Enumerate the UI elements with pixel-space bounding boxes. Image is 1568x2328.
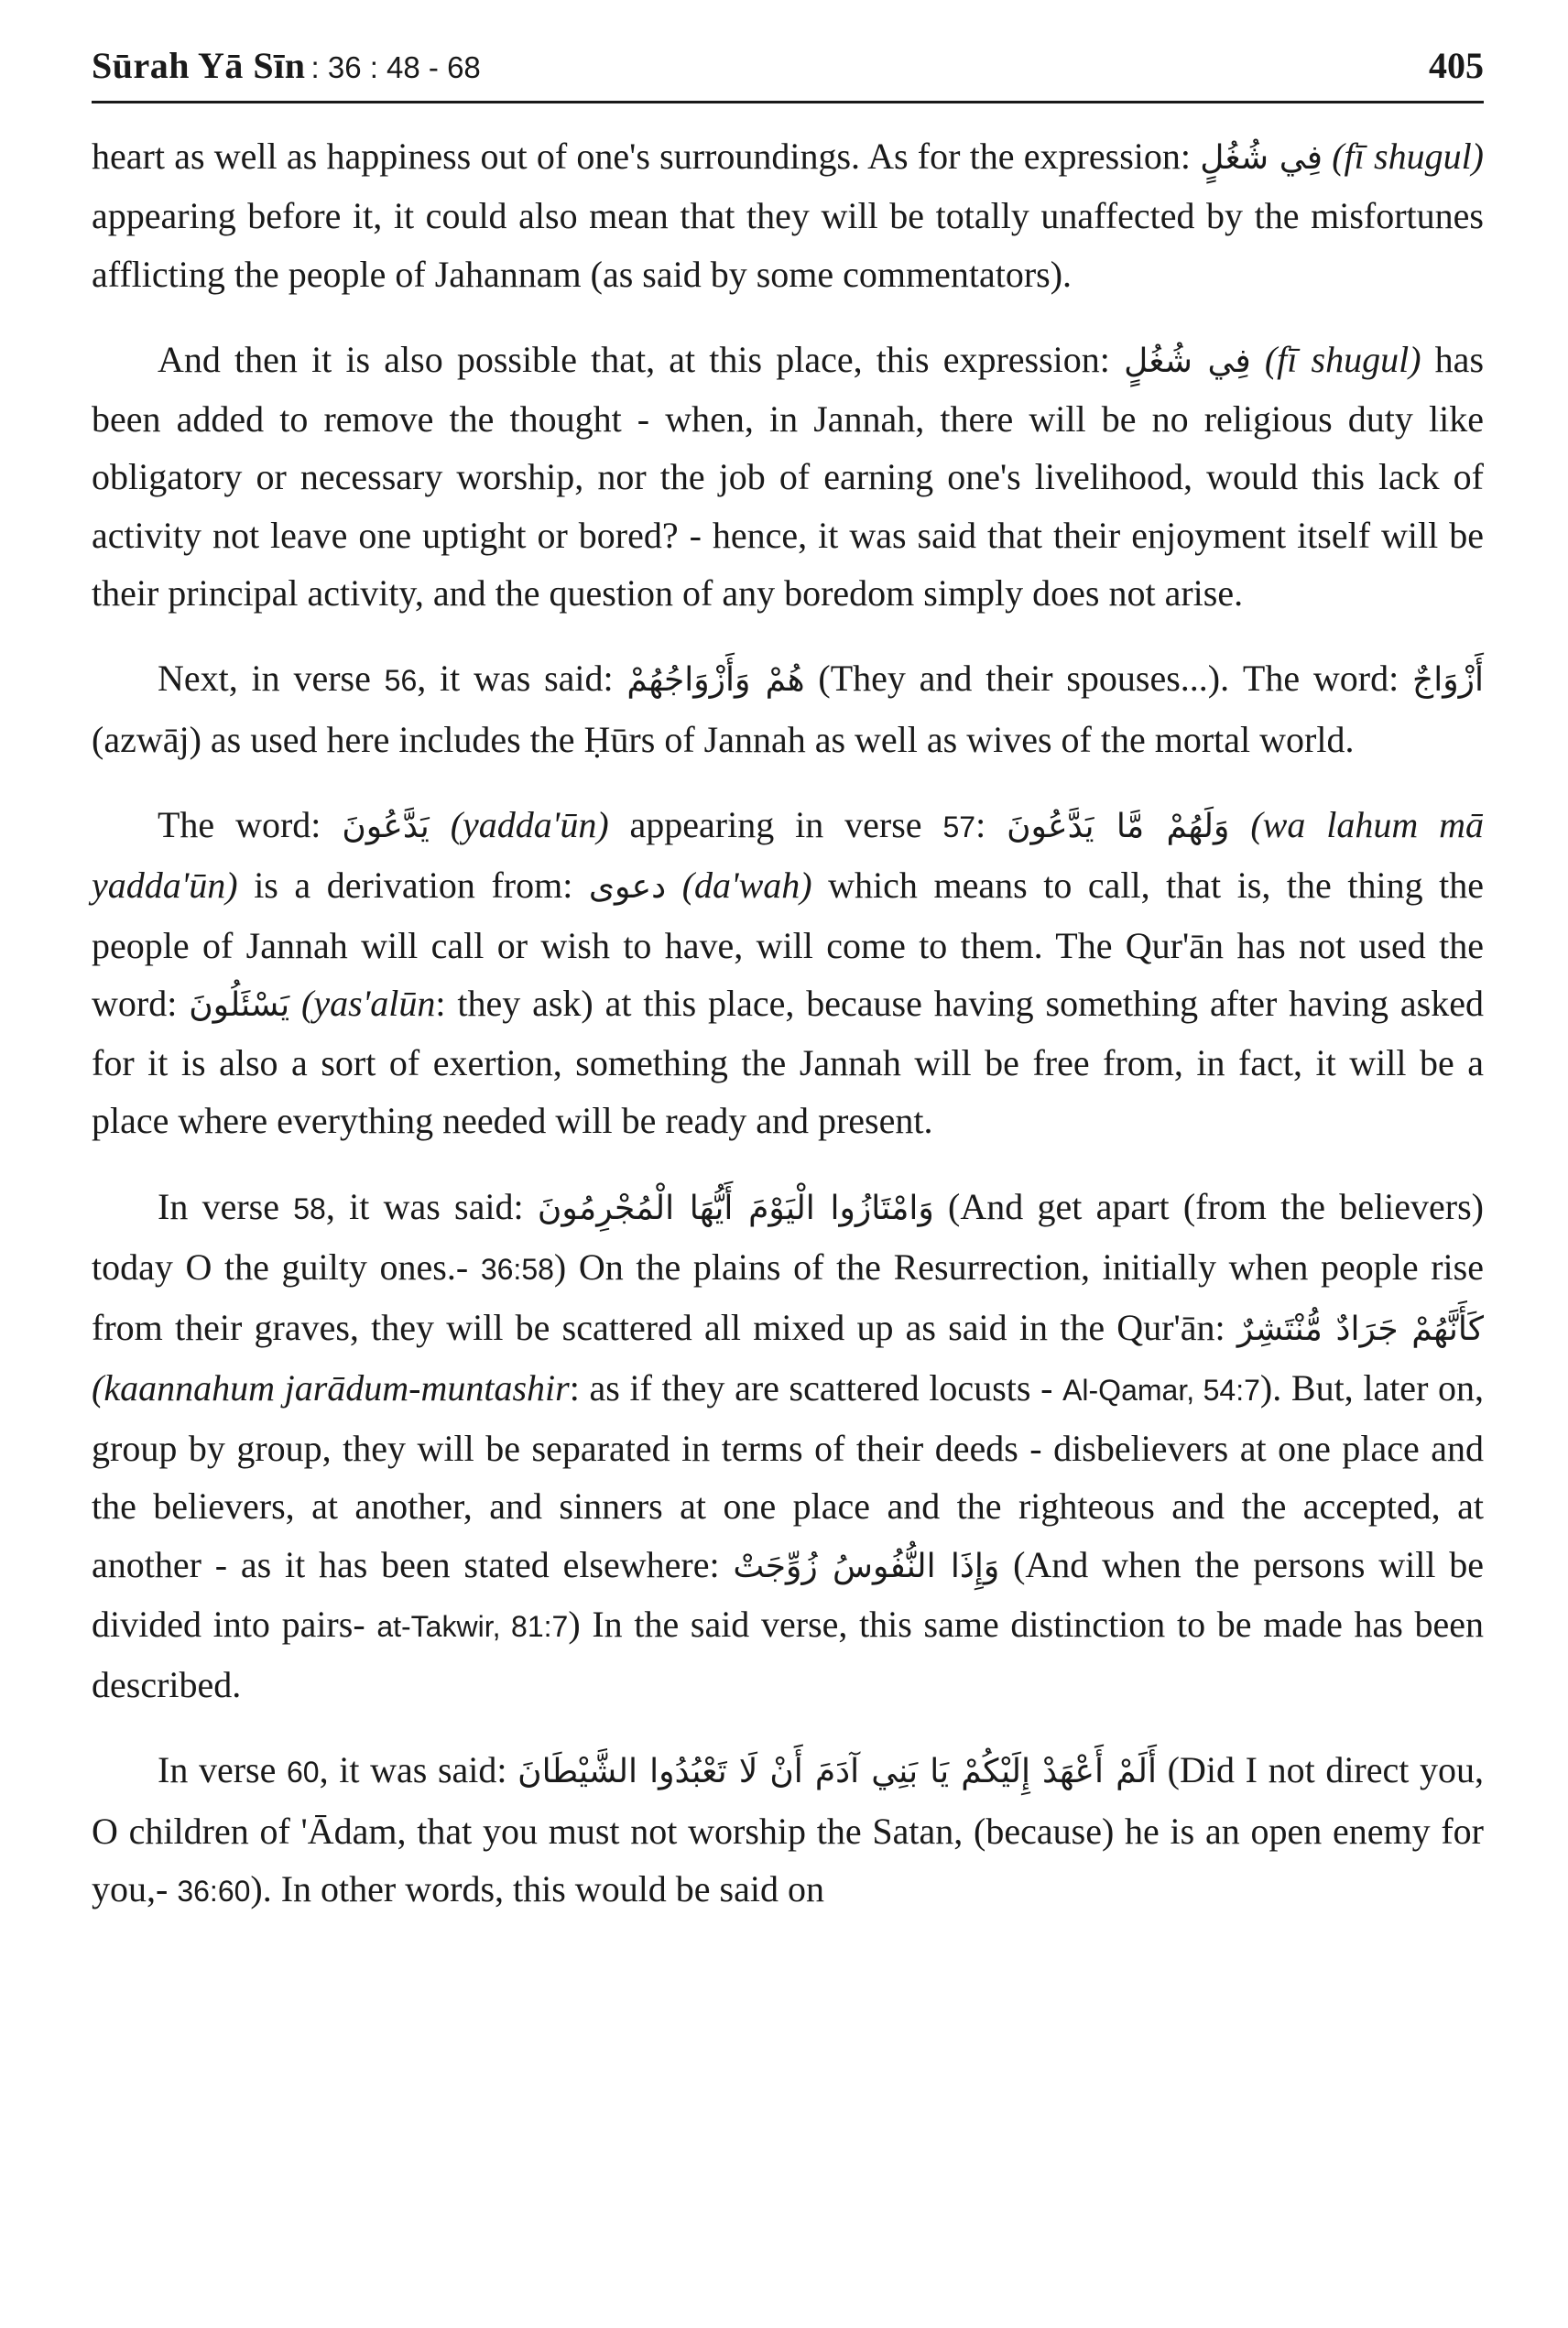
reference-number: 56 — [384, 664, 418, 698]
book-page — [92, 44, 1484, 1948]
text-run: (azwāj) as used here includes the Ḥūrs of Jannah as well as wives of the mortal world. — [92, 718, 1355, 760]
reference-number: at-Takwir, 81:7 — [376, 1609, 569, 1643]
text-run: (And get apart (from the believers) today O the guilty ones.- — [92, 1185, 1485, 1289]
reference-number: 36:58 — [480, 1253, 554, 1287]
reference-number: 36:60 — [177, 1875, 251, 1909]
text-run: appearing in verse — [608, 803, 943, 845]
text-run: Next, in verse — [158, 658, 385, 700]
transliteration: (fī shugul) — [1264, 338, 1421, 380]
verse-range: : 36 : 48 - 68 — [310, 50, 481, 84]
text-run: In verse — [158, 1749, 287, 1791]
reference-number: 60 — [287, 1756, 320, 1790]
transliteration: (yas'alūn — [301, 982, 436, 1024]
arabic-phrase: دعوى — [588, 868, 667, 907]
text-run: appearing before it, it could also mean that they will be totally unaffected by the misfortunes afflicting the people of Jahannam (as said by some commentators). — [92, 195, 1484, 295]
text-run — [1323, 136, 1332, 177]
paragraph-4 — [92, 796, 1484, 1150]
text-run: heart as well as happiness out of one's surroundings. As for the expression: — [92, 136, 1201, 177]
text-run: : — [975, 803, 1007, 845]
text-run: ). But, later on, group by group, they will be separated in terms of their deeds - disbelievers at one place and the believers, at another, and sinners at one place and the righteous and the accepted, at another - as it has been stated elsewhere: — [92, 1366, 1485, 1585]
transliteration: (fī shugul) — [1332, 136, 1484, 177]
text-run: (Did I not direct you, O children of 'Ādam, that you must not worship the Satan, (because) he is an open enemy for you,- — [92, 1749, 1485, 1910]
running-head — [92, 44, 1484, 103]
arabic-phrase: أَلَمْ أَعْهَدْ إِلَيْكُمْ يَا بَنِي آدَمَ أَنْ لَا تَعْبُدُوا الشَّيْطَانَ — [517, 1753, 1158, 1791]
text-run: The word: — [158, 803, 343, 845]
text-run: : as if they are scattered locusts - — [569, 1366, 1063, 1409]
arabic-phrase: فِي شُغُلٍ — [1124, 342, 1251, 380]
paragraph-3 — [92, 649, 1484, 768]
text-run — [666, 865, 682, 906]
text-run: ) In the said verse, this same distinction to be made has been described. — [92, 1603, 1485, 1706]
arabic-phrase: يَدَّعُونَ — [342, 807, 430, 845]
transliteration: (yadda'ūn) — [450, 803, 609, 845]
arabic-phrase: وَامْتَازُوا الْيَوْمَ أَيُّهَا الْمُجْرِمُونَ — [537, 1189, 934, 1227]
transliteration: (wa lahum mā yadda'ūn) — [92, 803, 1485, 907]
text-run: , it was said: — [325, 1185, 538, 1227]
paragraph-2 — [92, 331, 1484, 622]
transliteration: (da'wah) — [681, 865, 812, 907]
running-head-left — [92, 44, 481, 87]
reference-number: Al-Qamar, 54:7 — [1062, 1373, 1260, 1407]
text-run: ) On the plains of the Resurrection, initially when people rise from their graves, they will be scattered all mixed up as said in the Qur'ān: — [92, 1246, 1484, 1349]
text-run: (They and their spouses...). The word: — [804, 658, 1412, 700]
text-run: And then it is also possible that, at this place, this expression: — [158, 338, 1125, 380]
text-run: has been added to remove the thought - when, in Jannah, there will be no religious duty like obligatory or necessary worship, nor the job of earning one's livelihood, would this lack of activity not leave one uptight or bored? - hence, it was said that their enjoyment itself will be their principal activity, and the question of any boredom simply does not arise. — [92, 338, 1485, 615]
text-run: : they ask) at this place, because having something after having asked for it is also a sort of exertion, something the Jannah will be free from, in fact, it will be a place where everything needed will be ready and present. — [92, 982, 1485, 1142]
surah-title: Sūrah Yā Sīn — [92, 45, 306, 86]
body-text — [92, 127, 1484, 1920]
text-run: (And when the persons will be divided into pairs- — [92, 1543, 1484, 1645]
text-run: In verse — [158, 1185, 294, 1227]
page-number: 405 — [1429, 45, 1484, 86]
text-run: , it was said: — [417, 658, 627, 700]
paragraph-5 — [92, 1178, 1484, 1714]
text-run: is a derivation from: — [237, 865, 589, 907]
text-run — [1229, 804, 1250, 845]
paragraph-1 — [92, 127, 1484, 303]
reference-number: 57 — [942, 810, 976, 843]
text-run — [289, 983, 301, 1024]
text-run: , it was said: — [319, 1749, 518, 1791]
arabic-phrase: وَإِذَا النُّفُوسُ زُوِّجَتْ — [733, 1547, 1000, 1585]
text-run: which means to call, that is, the thing the people of Jannah will call or wish to have, will come to them. The Qur'ān has not used the word: — [92, 865, 1484, 1024]
arabic-phrase: أَزْوَاجٌ — [1412, 661, 1485, 700]
text-run — [1251, 339, 1265, 380]
paragraph-6 — [92, 1741, 1484, 1920]
arabic-phrase: هُمْ وَأَزْوَاجُهُمْ — [626, 661, 805, 700]
reference-number: 58 — [293, 1191, 326, 1225]
text-run — [430, 804, 451, 845]
arabic-phrase: فِي شُغُلٍ — [1200, 139, 1323, 177]
arabic-phrase: وَلَهُمْ مَّا يَدَّعُونَ — [1007, 807, 1230, 845]
text-run: ). In other words, this would be said on — [250, 1868, 824, 1910]
transliteration: (kaannahum jarādum-muntashir — [92, 1366, 570, 1409]
arabic-phrase: يَسْئَلُونَ — [189, 985, 290, 1024]
arabic-phrase: كَأَنَّهُمْ جَرَادٌ مُّنْتَشِرٌ — [1236, 1311, 1484, 1349]
